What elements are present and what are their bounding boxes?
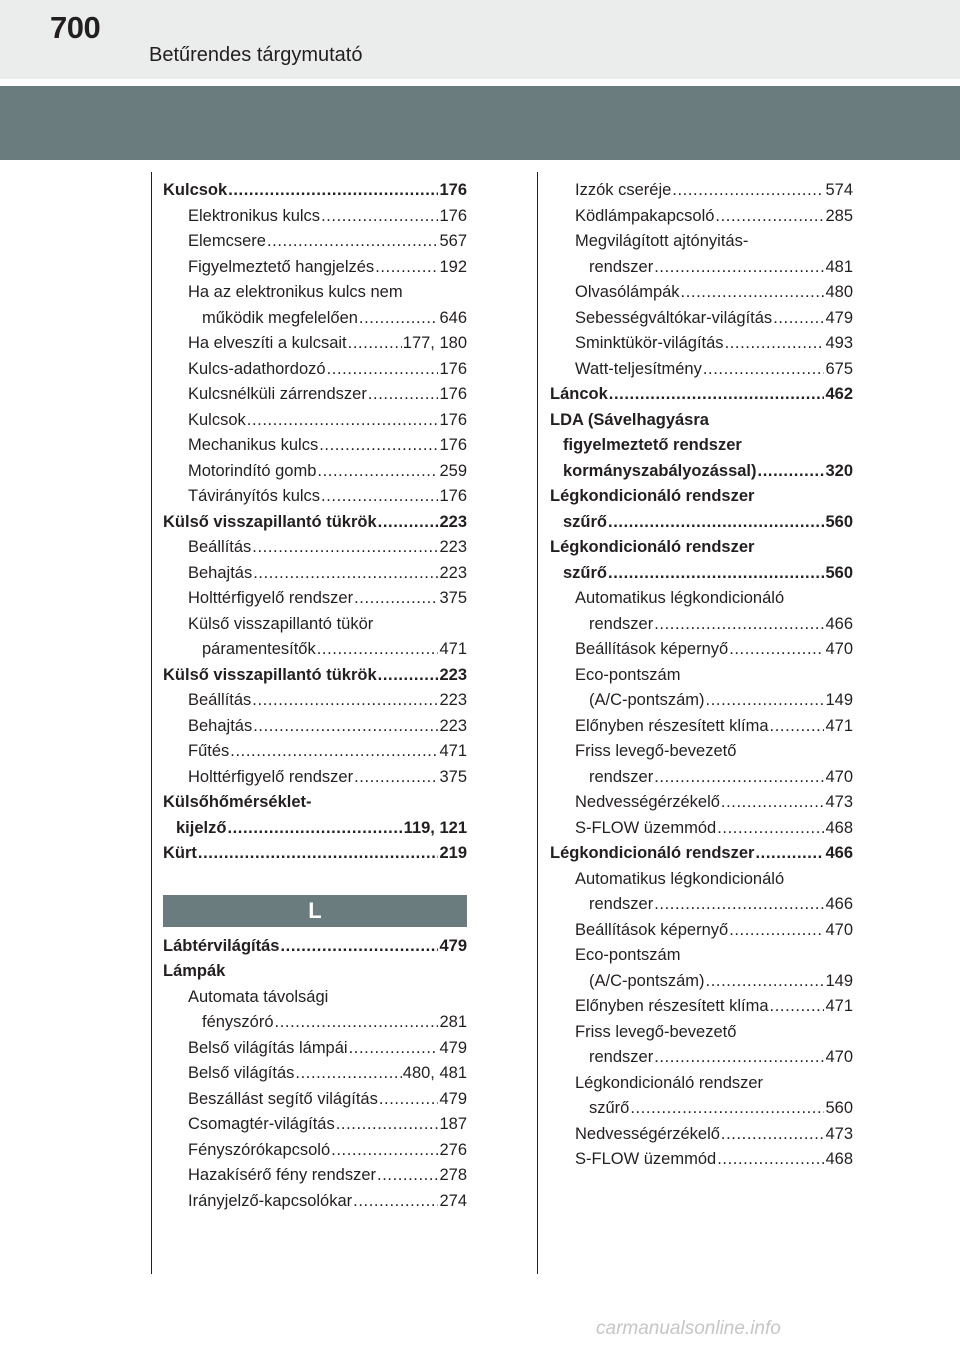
dot-leader xyxy=(319,433,438,459)
index-heading-line: Megvilágított ajtónyitás- xyxy=(575,232,749,250)
page-reference: 119, 121 xyxy=(403,818,467,837)
dot-leader xyxy=(654,612,824,638)
index-entry xyxy=(163,637,467,663)
index-entry xyxy=(163,408,467,434)
page-reference: 574 xyxy=(825,181,853,199)
entry-term: Kulcsnélküli zárrendszer xyxy=(188,385,367,403)
index-heading-line: Eco-pontszám xyxy=(575,946,681,964)
index-entry xyxy=(550,637,853,663)
page-reference: 479 xyxy=(439,1038,467,1057)
page-reference: 470 xyxy=(825,920,853,939)
dot-leader xyxy=(706,688,825,714)
entry-term: Fényszórókapcsoló xyxy=(188,1140,331,1159)
page-reference: 560 xyxy=(825,512,853,531)
page-reference: 176 xyxy=(439,436,467,454)
index-heading-line: Friss levegő-bevezető xyxy=(575,1022,737,1041)
dot-leader xyxy=(267,229,439,255)
dot-leader xyxy=(378,510,439,536)
dot-leader xyxy=(368,382,439,408)
entry-term: Elektronikus kulcs xyxy=(188,206,321,225)
entry-term: Mechanikus kulcs xyxy=(188,436,319,454)
dot-leader xyxy=(198,841,439,867)
entry-term: (A/C-pontszám) xyxy=(589,971,705,990)
watermark: carmanualsonline.info xyxy=(596,1318,781,1339)
dot-leader xyxy=(721,1122,825,1148)
index-heading-line: Ha az elektronikus kulcs nem xyxy=(188,283,403,301)
dot-leader xyxy=(681,280,825,306)
index-heading-line: Légkondicionáló rendszer xyxy=(575,1073,764,1092)
entry-term: működik megfelelően xyxy=(202,308,358,327)
index-entry xyxy=(550,382,853,408)
page-reference: 278 xyxy=(439,1166,467,1184)
index-heading-line: Friss levegő-bevezető xyxy=(575,742,737,760)
dot-leader xyxy=(317,637,439,663)
dot-leader xyxy=(654,765,824,791)
page-reference: 471 xyxy=(825,997,853,1015)
page-reference: 149 xyxy=(825,971,853,990)
dot-leader xyxy=(377,1163,438,1189)
page-reference: 149 xyxy=(825,691,853,709)
page-reference: 285 xyxy=(825,206,853,225)
entry-term: Watt-teljesítmény xyxy=(575,359,702,378)
dot-leader xyxy=(228,178,438,204)
dot-leader xyxy=(755,841,824,867)
index-entry xyxy=(163,934,467,960)
entry-term: Csomagtér-világítás xyxy=(188,1115,335,1133)
index-entry xyxy=(163,178,467,204)
page-reference: 223 xyxy=(439,538,467,556)
dot-leader xyxy=(252,535,438,561)
dot-leader xyxy=(354,765,438,791)
entry-term: Hazakísérő fény rendszer xyxy=(188,1166,377,1184)
dot-leader xyxy=(349,1036,439,1062)
entry-term: Külső visszapillantó tükrök xyxy=(163,512,377,531)
index-entry xyxy=(163,688,467,714)
dot-leader xyxy=(252,688,438,714)
index-entry xyxy=(550,918,853,944)
page-reference: 560 xyxy=(825,1099,853,1117)
dot-leader xyxy=(721,790,825,816)
dot-leader xyxy=(773,306,824,332)
page-reference: 493 xyxy=(825,334,853,352)
page-reference: 375 xyxy=(439,589,467,607)
dot-leader xyxy=(275,1010,439,1036)
index-column-right xyxy=(550,178,853,1173)
entry-term: Láncok xyxy=(550,385,608,403)
index-entry xyxy=(163,561,467,587)
page-reference: 219 xyxy=(439,844,467,862)
entry-term: S-FLOW üzemmód xyxy=(575,818,717,837)
page-reference: 470 xyxy=(825,1048,853,1066)
index-entry xyxy=(550,1045,853,1071)
dot-leader xyxy=(253,714,438,740)
entry-term: Elemcsere xyxy=(188,232,266,250)
dot-leader xyxy=(331,1138,438,1164)
index-entry xyxy=(550,204,853,230)
entry-term: rendszer xyxy=(589,1048,654,1066)
page-reference: 646 xyxy=(439,308,467,327)
index-entry xyxy=(163,357,467,383)
column-divider-left xyxy=(151,172,152,1274)
dot-leader xyxy=(359,306,439,332)
entry-term: szűrő xyxy=(589,1099,630,1117)
index-column-left xyxy=(163,178,467,1214)
dot-leader xyxy=(725,331,825,357)
dot-leader xyxy=(375,255,438,281)
entry-term: Sminktükör-világítás xyxy=(575,334,724,352)
index-entry xyxy=(550,688,853,714)
index-entry xyxy=(550,280,853,306)
page-reference: 479 xyxy=(825,308,853,327)
page-reference: 274 xyxy=(439,1191,467,1210)
entry-term: Motorindító gomb xyxy=(188,461,317,480)
index-heading-line: Eco-pontszám xyxy=(575,665,681,684)
entry-term: Figyelmeztető hangjelzés xyxy=(188,257,375,276)
entry-term: Irányjelző-kapcsolókar xyxy=(188,1191,353,1210)
entry-term: Nedvességérzékelő xyxy=(575,793,720,811)
index-entry xyxy=(163,484,467,510)
page-reference: 468 xyxy=(825,1150,853,1168)
dot-leader xyxy=(654,892,824,918)
dot-leader xyxy=(379,1087,439,1113)
index-entry xyxy=(550,561,853,587)
entry-term: Távirányítós kulcs xyxy=(188,487,321,505)
index-heading-line: Külsőhőmérséklet- xyxy=(163,793,312,811)
page-reference: 223 xyxy=(439,563,467,582)
index-entry xyxy=(163,586,467,612)
page-reference: 481 xyxy=(825,257,853,276)
page-reference: 320 xyxy=(825,461,853,480)
page-reference: 223 xyxy=(439,512,467,531)
dot-leader xyxy=(715,204,824,230)
page-reference: 473 xyxy=(825,793,853,811)
page-reference: 471 xyxy=(439,742,467,760)
entry-term: Holttérfigyelő rendszer xyxy=(188,589,354,607)
entry-term: Beállítások képernyő xyxy=(575,640,729,658)
dot-leader xyxy=(230,739,438,765)
dot-leader xyxy=(295,1061,401,1087)
page-reference: 470 xyxy=(825,640,853,658)
entry-term: Ködlámpakapcsoló xyxy=(575,206,715,225)
index-entry xyxy=(550,306,853,332)
dot-leader xyxy=(353,1189,438,1215)
dot-leader xyxy=(630,1096,824,1122)
page-reference: 567 xyxy=(439,232,467,250)
entry-term: (A/C-pontszám) xyxy=(589,691,705,709)
index-heading-line: figyelmeztető rendszer xyxy=(563,436,742,454)
index-entry xyxy=(550,714,853,740)
index-entry xyxy=(163,306,467,332)
index-entry xyxy=(550,255,853,281)
entry-term: szűrő xyxy=(563,563,608,582)
index-group-l xyxy=(163,934,467,1215)
index-entry xyxy=(163,1036,467,1062)
dot-leader xyxy=(654,255,824,281)
dot-leader xyxy=(717,816,824,842)
index-heading-line: Légkondicionáló rendszer xyxy=(550,487,755,505)
page-reference: 176 xyxy=(439,410,467,429)
entry-term: Nedvességérzékelő xyxy=(575,1124,720,1143)
page-reference: 466 xyxy=(825,895,853,913)
index-group-k xyxy=(163,178,467,867)
page-reference: 470 xyxy=(825,767,853,786)
index-entry xyxy=(163,739,467,765)
dot-leader xyxy=(317,459,438,485)
entry-term: Behajtás xyxy=(188,716,253,735)
index-heading-line: LDA (Sávelhagyásra xyxy=(550,410,709,429)
page-reference: 462 xyxy=(825,385,853,403)
index-entry xyxy=(550,790,853,816)
index-entry xyxy=(163,1010,467,1036)
index-entry xyxy=(163,841,467,867)
index-entry xyxy=(163,1087,467,1113)
page-reference: 473 xyxy=(825,1124,853,1143)
index-heading-line: Automatikus légkondicionáló xyxy=(575,869,785,888)
entry-term: rendszer xyxy=(589,614,654,633)
page-reference: 223 xyxy=(439,691,467,709)
index-heading-line: Külső visszapillantó tükör xyxy=(188,614,374,633)
index-entry xyxy=(550,969,853,995)
dot-leader xyxy=(608,561,824,587)
index-heading-line: Lámpák xyxy=(163,962,226,980)
dot-leader xyxy=(770,714,825,740)
dot-leader xyxy=(253,561,438,587)
header-band xyxy=(0,86,960,160)
index-entry xyxy=(163,1112,467,1138)
index-entry xyxy=(163,382,467,408)
index-entry xyxy=(550,1122,853,1148)
entry-term: Belső világítás xyxy=(188,1064,295,1082)
index-entry xyxy=(163,1138,467,1164)
page-reference: 466 xyxy=(825,614,853,633)
index-entry xyxy=(163,510,467,536)
page-reference: 281 xyxy=(439,1013,467,1031)
dot-leader xyxy=(336,1112,439,1138)
page-reference: 471 xyxy=(439,640,467,658)
page-header xyxy=(0,0,960,79)
entry-term: Külső visszapillantó tükrök xyxy=(163,665,377,684)
dot-leader xyxy=(729,918,824,944)
entry-term: fényszóró xyxy=(202,1013,274,1031)
entry-term: Kürt xyxy=(163,844,197,862)
entry-term: Kulcsok xyxy=(188,410,246,429)
spacer xyxy=(163,867,467,881)
dot-leader xyxy=(321,484,438,510)
page-reference: 560 xyxy=(825,563,853,582)
entry-term: kormányszabályozással) xyxy=(563,461,757,480)
dot-leader xyxy=(770,994,825,1020)
entry-term: kijelző xyxy=(176,818,227,837)
dot-leader xyxy=(717,1147,824,1173)
index-entry xyxy=(163,1189,467,1215)
index-entry xyxy=(550,765,853,791)
dot-leader xyxy=(608,510,824,536)
entry-term: szűrő xyxy=(563,512,608,531)
section-title: Betűrendes tárgymutató xyxy=(149,44,363,66)
entry-term: S-FLOW üzemmód xyxy=(575,1150,717,1168)
dot-leader xyxy=(672,178,824,204)
index-entry xyxy=(550,841,853,867)
page-reference: 479 xyxy=(439,1089,467,1108)
index-entry xyxy=(550,331,853,357)
index-entry xyxy=(550,357,853,383)
page-reference: 276 xyxy=(439,1140,467,1159)
letter-heading: L xyxy=(163,895,467,927)
index-entry xyxy=(163,816,467,842)
index-entry xyxy=(163,229,467,255)
dot-leader xyxy=(321,204,438,230)
index-entry xyxy=(163,459,467,485)
entry-term: Ha elveszíti a kulcsait xyxy=(188,334,347,352)
entry-term: Lábtérvilágítás xyxy=(163,936,280,955)
dot-leader xyxy=(354,586,438,612)
index-heading-line: Automata távolsági xyxy=(188,987,329,1006)
index-group-l-continued xyxy=(550,178,853,1173)
index-entry xyxy=(163,331,467,357)
entry-term: Belső világítás lámpái xyxy=(188,1038,348,1057)
dot-leader xyxy=(729,637,824,663)
entry-term: Holttérfigyelő rendszer xyxy=(188,767,354,786)
entry-term: Sebességváltókar-világítás xyxy=(575,308,773,327)
index-entry xyxy=(550,510,853,536)
entry-term: Olvasólámpák xyxy=(575,283,680,301)
entry-term: rendszer xyxy=(589,767,654,786)
dot-leader xyxy=(654,1045,824,1071)
dot-leader xyxy=(247,408,439,434)
entry-term: Előnyben részesített klíma xyxy=(575,716,769,735)
page-reference: 466 xyxy=(825,844,853,862)
index-entry xyxy=(163,663,467,689)
index-entry xyxy=(550,612,853,638)
index-entry xyxy=(550,459,853,485)
page-reference: 468 xyxy=(825,818,853,837)
page-reference: 480, 481 xyxy=(402,1064,467,1082)
index-entry xyxy=(550,178,853,204)
index-entry xyxy=(163,714,467,740)
page-number: 700 xyxy=(50,10,101,45)
dot-leader xyxy=(327,357,439,383)
dot-leader xyxy=(227,816,402,842)
dot-leader xyxy=(378,663,439,689)
entry-term: Fűtés xyxy=(188,742,230,760)
entry-term: Kulcsok xyxy=(163,181,228,199)
index-entry xyxy=(550,892,853,918)
page-reference: 176 xyxy=(439,181,467,199)
index-entry xyxy=(163,1061,467,1087)
index-entry xyxy=(163,765,467,791)
dot-leader xyxy=(280,934,438,960)
dot-leader xyxy=(609,382,825,408)
index-entry xyxy=(550,994,853,1020)
page-reference: 177, 180 xyxy=(402,334,467,352)
index-entry xyxy=(163,255,467,281)
dot-leader xyxy=(706,969,825,995)
page-reference: 471 xyxy=(825,716,853,735)
page-reference: 192 xyxy=(439,257,467,276)
page-reference: 375 xyxy=(439,767,467,786)
entry-term: Beállítás xyxy=(188,538,252,556)
entry-term: Beszállást segítő világítás xyxy=(188,1089,378,1108)
entry-term: páramentesítők xyxy=(202,640,316,658)
index-entry xyxy=(163,535,467,561)
entry-term: Beállítások képernyő xyxy=(575,920,729,939)
page-reference: 675 xyxy=(825,359,853,378)
index-entry xyxy=(550,1147,853,1173)
entry-term: Légkondicionáló rendszer xyxy=(550,844,755,862)
entry-term: Előnyben részesített klíma xyxy=(575,997,769,1015)
dot-leader xyxy=(703,357,825,383)
page-reference: 479 xyxy=(439,936,467,955)
dot-leader xyxy=(758,459,825,485)
entry-term: rendszer xyxy=(589,257,654,276)
index-entry xyxy=(163,204,467,230)
entry-term: Beállítás xyxy=(188,691,252,709)
column-divider-right xyxy=(537,172,538,1274)
page-reference: 176 xyxy=(439,206,467,225)
page-reference: 480 xyxy=(825,283,853,301)
page-reference: 223 xyxy=(439,716,467,735)
page-reference: 176 xyxy=(439,359,467,378)
dot-leader xyxy=(348,331,402,357)
index-entry xyxy=(550,1096,853,1122)
entry-term: rendszer xyxy=(589,895,654,913)
page-reference: 223 xyxy=(439,665,467,684)
page-reference: 187 xyxy=(439,1115,467,1133)
index-heading-line: Légkondicionáló rendszer xyxy=(550,538,755,556)
page-reference: 259 xyxy=(439,461,467,480)
index-entry xyxy=(163,433,467,459)
page-reference: 176 xyxy=(439,385,467,403)
index-entry xyxy=(163,1163,467,1189)
page-reference: 176 xyxy=(439,487,467,505)
entry-term: Izzók cseréje xyxy=(575,181,672,199)
entry-term: Behajtás xyxy=(188,563,253,582)
entry-term: Kulcs-adathordozó xyxy=(188,359,326,378)
index-entry xyxy=(550,816,853,842)
index-heading-line: Automatikus légkondicionáló xyxy=(575,589,785,607)
